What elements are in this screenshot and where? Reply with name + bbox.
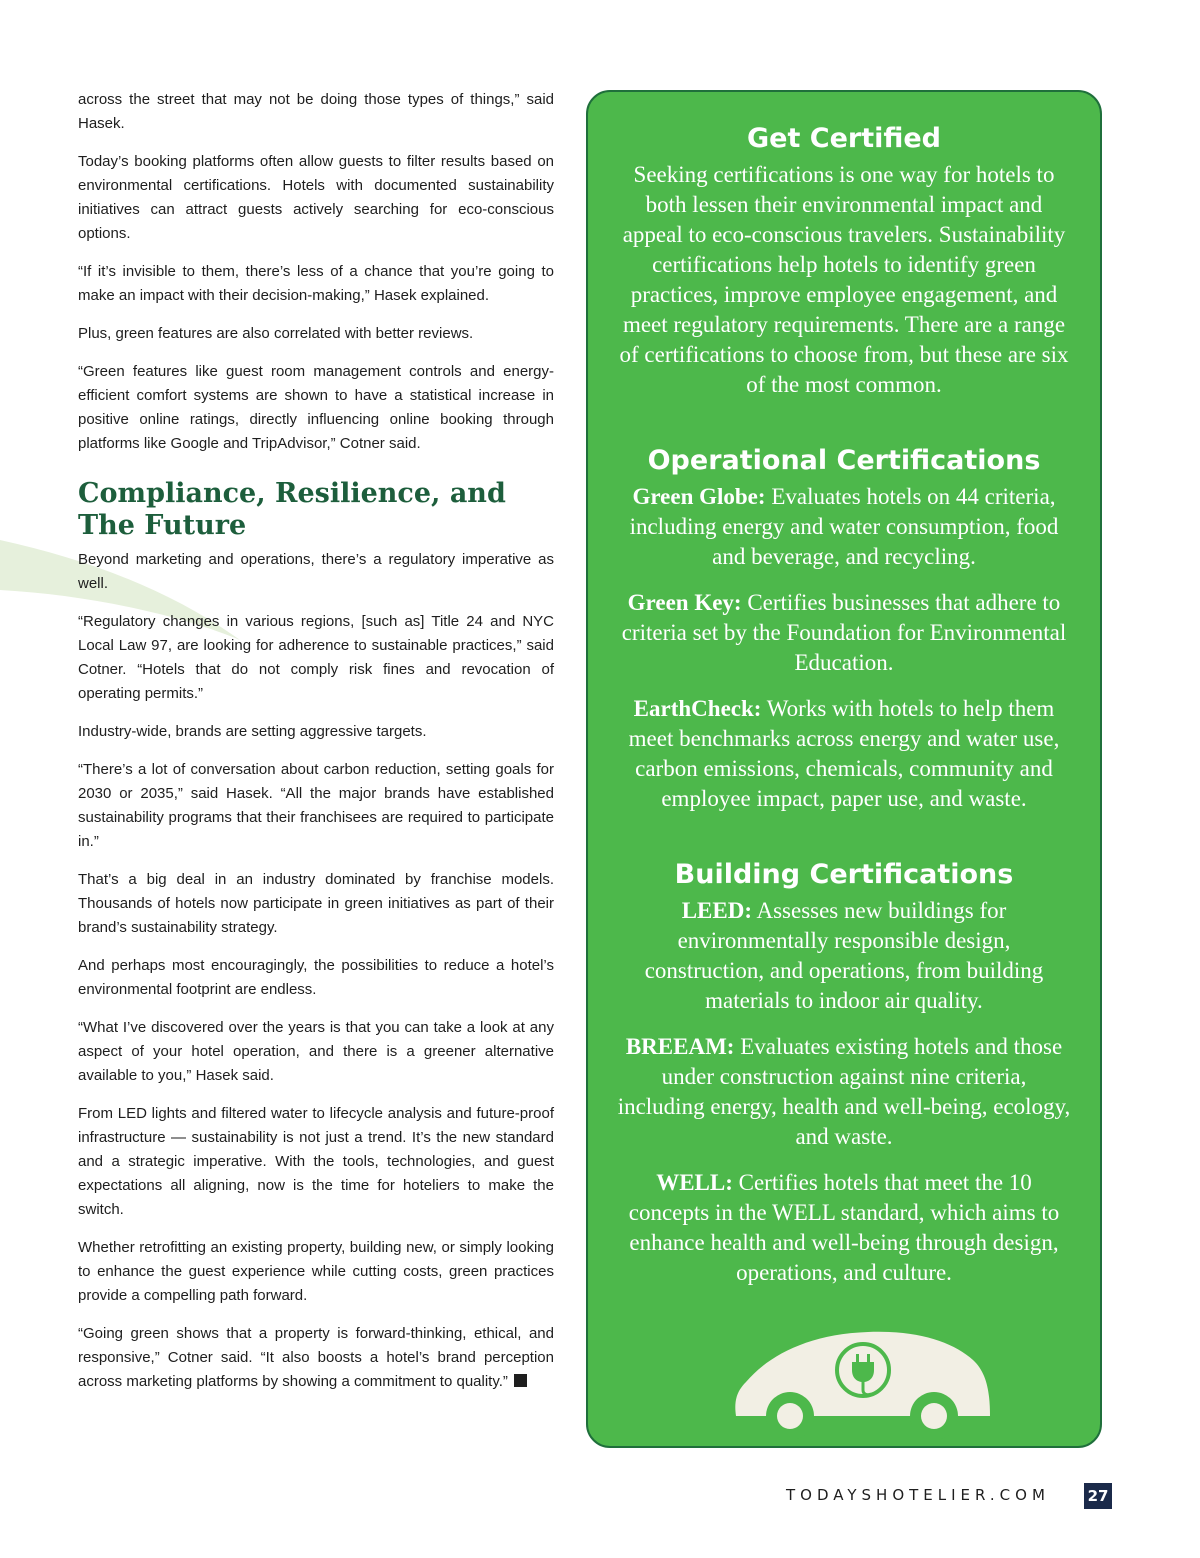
cert-desc: Certifies businesses that adhere to criteria set by the Foundation for Environmental Education. <box>621 590 1067 675</box>
section-heading: Compliance, Resilience, and The Future <box>78 478 506 541</box>
cert-desc: Certifies hotels that meet the 10 concepts in the WELL standard, which aims to enhance health and well-being through design, operations, and culture. <box>628 1170 1060 1285</box>
article-column <box>78 88 554 1408</box>
article-paragraph: “If it’s invisible to them, there’s less of a chance that you’re going to make an impact with their decision-making,” Hasek explained. <box>78 263 554 304</box>
building-title: Building Certifications <box>674 859 1014 890</box>
article-paragraph: Beyond marketing and operations, there’s a regulatory imperative as well. <box>78 551 554 592</box>
cert-name: EarthCheck: <box>633 696 762 721</box>
sidebar-title: Get Certified <box>746 123 942 154</box>
cert-name: LEED: <box>681 898 752 923</box>
cert-entry-green-globe <box>616 482 1072 572</box>
cert-name: BREEAM: <box>625 1034 735 1059</box>
article-paragraph: Plus, green features are also correlated with better reviews. <box>78 325 474 342</box>
article-paragraph: “Regulatory changes in various regions, [such as] Title 24 and NYC Local Law 97, are looking for adherence to sustainable practices,” said Cotner. “Hotels that do not comply risk fines and revocation of operating permits.” <box>78 613 554 702</box>
article-paragraph-final <box>78 1322 554 1394</box>
cert-desc: Evaluates existing hotels and those under construction against nine criteria, including energy, health and well-being, ecology, and waste. <box>617 1034 1071 1149</box>
cert-desc: Assesses new buildings for environmentally responsible design, construction, and operations, from building materials to indoor air quality. <box>644 898 1044 1013</box>
sidebar-intro: Seeking certifications is one way for hotels to both lessen their environmental impact and appeal to eco-conscious travelers. Sustainability certifications help hotels to identify green practices, improve employee engagement, and meet regulatory requirements. There are a range of certifications to choose from, but these are six of the most common. <box>619 162 1069 397</box>
cert-name: Green Globe: <box>632 484 766 509</box>
footer-website: TODAYSHOTELIER.COM <box>786 1486 1050 1504</box>
article-paragraph: Industry-wide, brands are setting aggressive targets. <box>78 723 427 740</box>
cert-entry-well <box>616 1168 1072 1288</box>
cert-name: Green Key: <box>627 590 742 615</box>
cert-name: WELL: <box>656 1170 733 1195</box>
operational-title: Operational Certifications <box>647 445 1041 476</box>
article-paragraph: From LED lights and filtered water to lifecycle analysis and future-proof infrastructure — sustainability is not just a trend. It’s the new standard and a strategic imperative. With the tools, technologies, and guest expectations all aligning, now is the time for hoteliers to make the switch. <box>78 1105 554 1218</box>
electric-car-icon <box>728 1320 998 1440</box>
article-paragraph: “What I’ve discovered over the years is that you can take a look at any aspect of your hotel operation, and there is a greener alternative available to you,” Hasek said. <box>78 1019 554 1084</box>
article-paragraph: “There’s a lot of conversation about carbon reduction, setting goals for 2030 or 2035,” said Hasek. “All the major brands have established sustainability programs that their franchisees are required to participate in.” <box>78 761 554 850</box>
article-paragraph: Today’s booking platforms often allow guests to filter results based on environmental certifications. Hotels with documented sustainability initiatives can attract guests actively searching for eco-conscious options. <box>78 153 554 242</box>
cert-desc: Evaluates hotels on 44 criteria, including energy and water consumption, food and beverage, and recycling. <box>629 484 1059 569</box>
page-number-badge: 27 <box>1084 1483 1112 1509</box>
article-paragraph: across the street that may not be doing those types of things,” said Hasek. <box>78 91 554 132</box>
article-paragraph: And perhaps most encouragingly, the possibilities to reduce a hotel’s environmental footprint are endless. <box>78 957 554 998</box>
article-text: “Going green shows that a property is forward-thinking, ethical, and responsive,” Cotner said. “It also boosts a hotel’s brand perception across marketing platforms by showing a commitment to quality.” <box>78 1325 554 1390</box>
cert-entry-breeam <box>616 1032 1072 1152</box>
article-paragraph: “Green features like guest room management controls and energy-efficient comfort systems are shown to have a statistical increase in positive online ratings, directly influencing online booking through platforms like Google and TripAdvisor,” Cotner said. <box>78 363 554 452</box>
certification-sidebar <box>586 90 1102 1448</box>
cert-entry-earthcheck <box>616 694 1072 814</box>
end-mark-icon <box>514 1374 527 1387</box>
cert-entry-leed <box>616 896 1072 1016</box>
cert-desc: Works with hotels to help them meet benchmarks across energy and water use, carbon emissions, chemicals, community and employee impact, paper use, and waste. <box>628 696 1060 811</box>
article-paragraph: That’s a big deal in an industry dominated by franchise models. Thousands of hotels now participate in green initiatives as part of their brand’s sustainability strategy. <box>78 871 554 936</box>
cert-entry-green-key <box>616 588 1072 678</box>
article-paragraph: Whether retrofitting an existing property, building new, or simply looking to enhance the guest experience while cutting costs, green practices provide a compelling path forward. <box>78 1239 554 1304</box>
